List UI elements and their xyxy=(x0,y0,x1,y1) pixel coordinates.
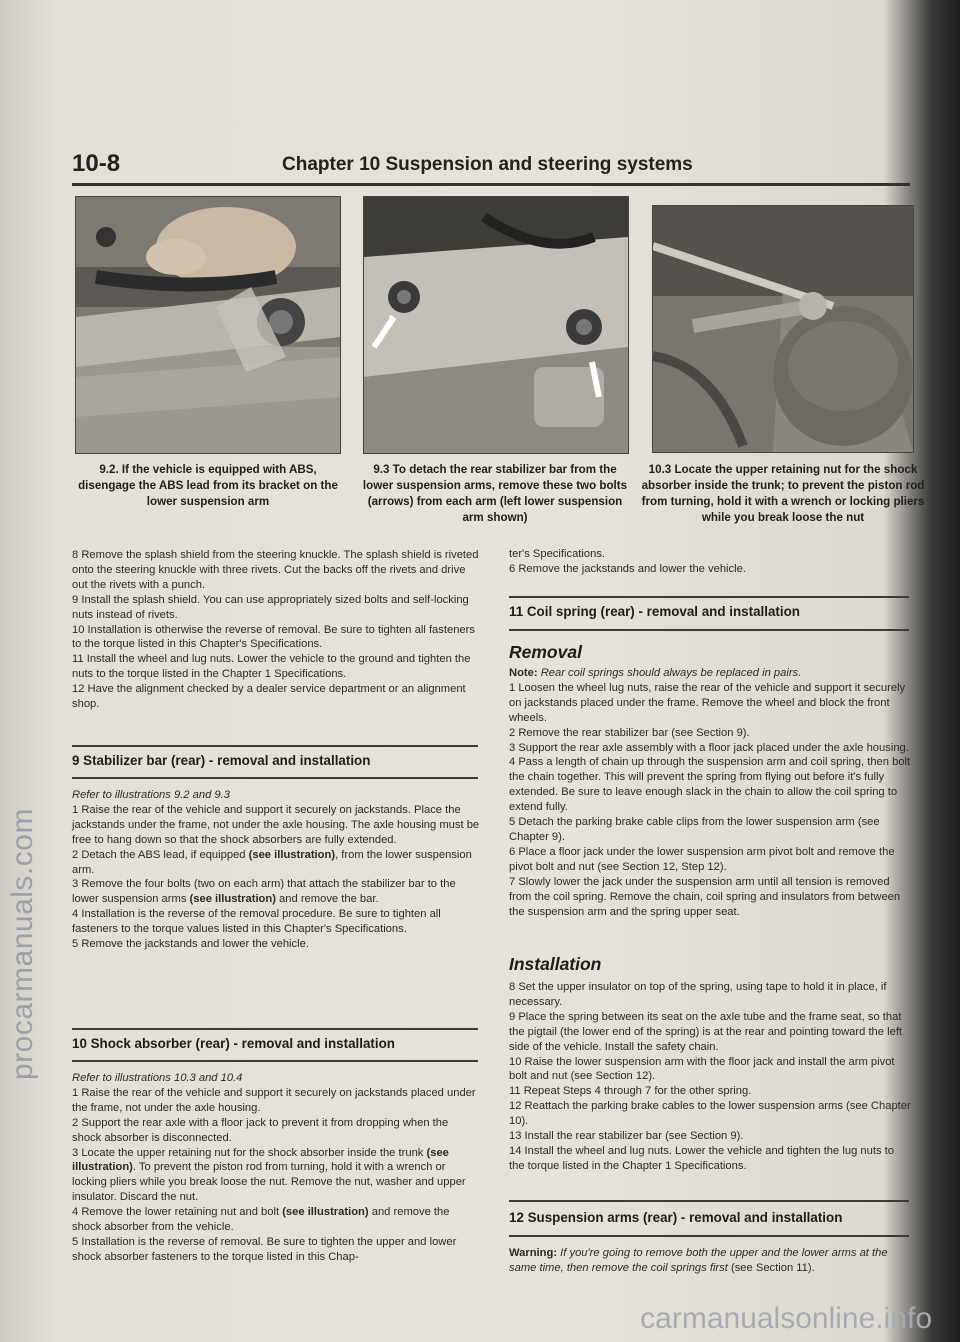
photo-9-2 xyxy=(75,196,341,454)
removal-step-1: 1 Loosen the wheel lug nuts, raise the rear of the vehicle and support it securely on jackstands placed under the frame. Remove the wheel and block the front wheels. xyxy=(509,681,906,724)
section-9-top-rule xyxy=(72,745,478,747)
install-step-12: 12 Reattach the parking brake cables to the lower suspension arms (see Chapter 10). xyxy=(509,1100,911,1128)
sec10-step-1: 1 Raise the rear of the vehicle and support it securely on jackstands placed under the frame, not under the axle housing. xyxy=(72,1086,476,1114)
section-11-heading: 11 Coil spring (rear) - removal and installation xyxy=(509,604,800,619)
section-9-reference: Refer to illustrations 9.2 and 9.3 xyxy=(72,789,230,801)
left-intro-text xyxy=(72,548,480,712)
section-9-heading: 9 Stabilizer bar (rear) - removal and installation xyxy=(72,753,371,768)
section-9-bottom-rule xyxy=(72,777,478,779)
install-step-14: 14 Install the wheel and lug nuts. Lower the vehicle and tighten the lug nuts to the torque listed in the Chapter 1 Specifications. xyxy=(509,1144,894,1172)
section-12-heading: 12 Suspension arms (rear) - removal and installation xyxy=(509,1210,843,1225)
removal-step-6: 6 Place a floor jack under the lower suspension arm pivot bolt and remove the pivot bolt and nut (see Section 12, Step 12). xyxy=(509,845,895,873)
sec10-step-6: 6 Remove the jackstands and lower the vehicle. xyxy=(509,562,746,575)
bottom-watermark: carmanualsonline.info xyxy=(640,1302,932,1335)
page-header xyxy=(72,150,910,182)
step-10-paragraph: 10 Installation is otherwise the reverse of removal. Be sure to tighten all fasteners to the torque listed in this Chapter's Specifications. xyxy=(72,623,475,651)
sec10-step-5: 5 Installation is the reverse of removal. Be sure to tighten the upper and lower shock absorber fasteners to the torque listed in this Chap- xyxy=(72,1235,457,1263)
removal-step-7: 7 Slowly lower the jack under the suspension arm until all tension is removed from the coil spring. Remove the chain, coil spring and insulators from between the suspension arm and the spring upper seat. xyxy=(509,875,901,918)
section-9-body xyxy=(72,788,480,952)
sec9-step-4: 4 Installation is the reverse of the removal procedure. Be sure to tighten all fasteners to the torque values listed in this Chapter's Specifications. xyxy=(72,908,441,936)
step-12-paragraph: 12 Have the alignment checked by a dealer service department or an alignment shop. xyxy=(72,683,466,711)
install-step-13: 13 Install the rear stabilizer bar (see Section 9). xyxy=(509,1130,744,1143)
section-12-top-rule xyxy=(509,1200,909,1202)
section-11-top-rule xyxy=(509,596,909,598)
section-12-bottom-rule xyxy=(509,1235,909,1237)
continuation-text: ter's Specifications. xyxy=(509,548,606,560)
sec9-step-2: 2 Detach the ABS lead, if equipped (see illustration), from the lower suspension arm. xyxy=(72,848,472,876)
section-11-bottom-rule xyxy=(509,629,909,631)
section-12-warning xyxy=(509,1246,911,1276)
removal-subheading: Removal xyxy=(509,642,582,662)
photo-9-3 xyxy=(363,196,629,454)
sec9-step-5: 5 Remove the jackstands and lower the vehicle. xyxy=(72,938,309,951)
removal-steps xyxy=(509,666,911,919)
removal-step-4: 4 Pass a length of chain up through the suspension arm and coil spring, then bolt the chain together. This will prevent the spring from flying out before it's fully extended. Be sure to leave enough slack in the chain to allow the coil spring to extend fully. xyxy=(509,756,911,814)
step-8-paragraph: 8 Remove the splash shield from the steering knuckle. The splash shield is riveted onto the steering knuckle with three rivets. Cut the backs off the rivets and drive out the rivets with a punch. xyxy=(72,549,479,591)
installation-subheading: Installation xyxy=(509,954,602,974)
install-step-9: 9 Place the spring between its seat on the axle tube and the frame seat, so that the pigtail (the lower end of the spring) is at the rear and pointing toward the left side of the vehicle. Install the safety chain. xyxy=(509,1010,903,1053)
sec10-step-3: 3 Locate the upper retaining nut for the shock absorber inside the trunk (see illustration). To prevent the piston rod from turning, hold it with a wrench or locking pliers while you break loose the nut. Remove the nut, washer and upper insulator. Discard the nut. xyxy=(72,1146,466,1204)
install-step-10: 10 Raise the lower suspension arm with the floor jack and install the arm pivot bolt and nut (see Section 12). xyxy=(509,1055,895,1083)
sec10-step-4: 4 Remove the lower retaining nut and bolt (see illustration) and remove the shock absorber from the vehicle. xyxy=(72,1206,450,1234)
sec10-step-2: 2 Support the rear axle with a floor jack to prevent it from dropping when the shock absorber is disconnected. xyxy=(72,1116,449,1144)
header-rule xyxy=(72,183,910,186)
removal-note: Note: Rear coil springs should always be replaced in pairs. xyxy=(509,667,802,679)
removal-step-5: 5 Detach the parking brake cable clips from the lower suspension arm (see Chapter 9). xyxy=(509,816,880,843)
removal-step-3: 3 Support the rear axle assembly with a floor jack placed under the axle housing. xyxy=(509,741,909,754)
caption-9-3: 9.3 To detach the rear stabilizer bar from the lower suspension arms, remove these two bolts (arrows) from each arm (left lower suspension arm shown) xyxy=(362,463,628,524)
installation-steps xyxy=(509,980,911,1174)
caption-10-3: 10.3 Locate the upper retaining nut for the shock absorber inside the trunk; to prevent the piston rod from turning, hold it with a wrench or locking pliers while you break loose the nut xyxy=(641,463,925,524)
removal-step-2: 2 Remove the rear stabilizer bar (see Section 9). xyxy=(509,726,750,739)
warning-paragraph: Warning: If you're going to remove both the upper and the lower arms at the same time, then remove the coil springs first (see Section 11). xyxy=(509,1247,888,1274)
side-watermark: procarmanuals.com xyxy=(6,808,39,1080)
section-10-bottom-rule xyxy=(72,1060,478,1062)
sec9-step-3: 3 Remove the four bolts (two on each arm) that attach the stabilizer bar to the lower suspension arms (see illustration) and remove the bar. xyxy=(72,878,456,906)
section-10-top-rule xyxy=(72,1028,478,1030)
sec9-step-1: 1 Raise the rear of the vehicle and support it securely on jackstands. Place the jackstands under the frame, not under the axle housing. The axle housing must be free to hang down so that the shock absorbers are fully extended. xyxy=(72,803,480,846)
page-number: 10-8 xyxy=(72,150,121,177)
section-10-heading: 10 Shock absorber (rear) - removal and installation xyxy=(72,1036,395,1051)
step-11-paragraph: 11 Install the wheel and lug nuts. Lower the vehicle to the ground and tighten the nuts to the torque listed in the Chapter 1 Specifications. xyxy=(72,653,471,681)
section-10-body xyxy=(72,1071,480,1265)
right-continuation xyxy=(509,547,911,577)
chapter-title: Chapter 10 Suspension and steering systems xyxy=(282,154,693,175)
caption-9-2: 9.2. If the vehicle is equipped with ABS, disengage the ABS lead from its bracket on the lower suspension arm xyxy=(78,463,338,508)
photo-10-3 xyxy=(652,205,914,453)
section-10-reference: Refer to illustrations 10.3 and 10.4 xyxy=(72,1072,243,1084)
install-step-11: 11 Repeat Steps 4 through 7 for the other spring. xyxy=(509,1085,752,1098)
install-step-8: 8 Set the upper insulator on top of the spring, using tape to hold it in place, if necessary. xyxy=(509,981,887,1008)
step-9-paragraph: 9 Install the splash shield. You can use appropriately sized bolts and self-locking nuts instead of rivets. xyxy=(72,593,469,621)
